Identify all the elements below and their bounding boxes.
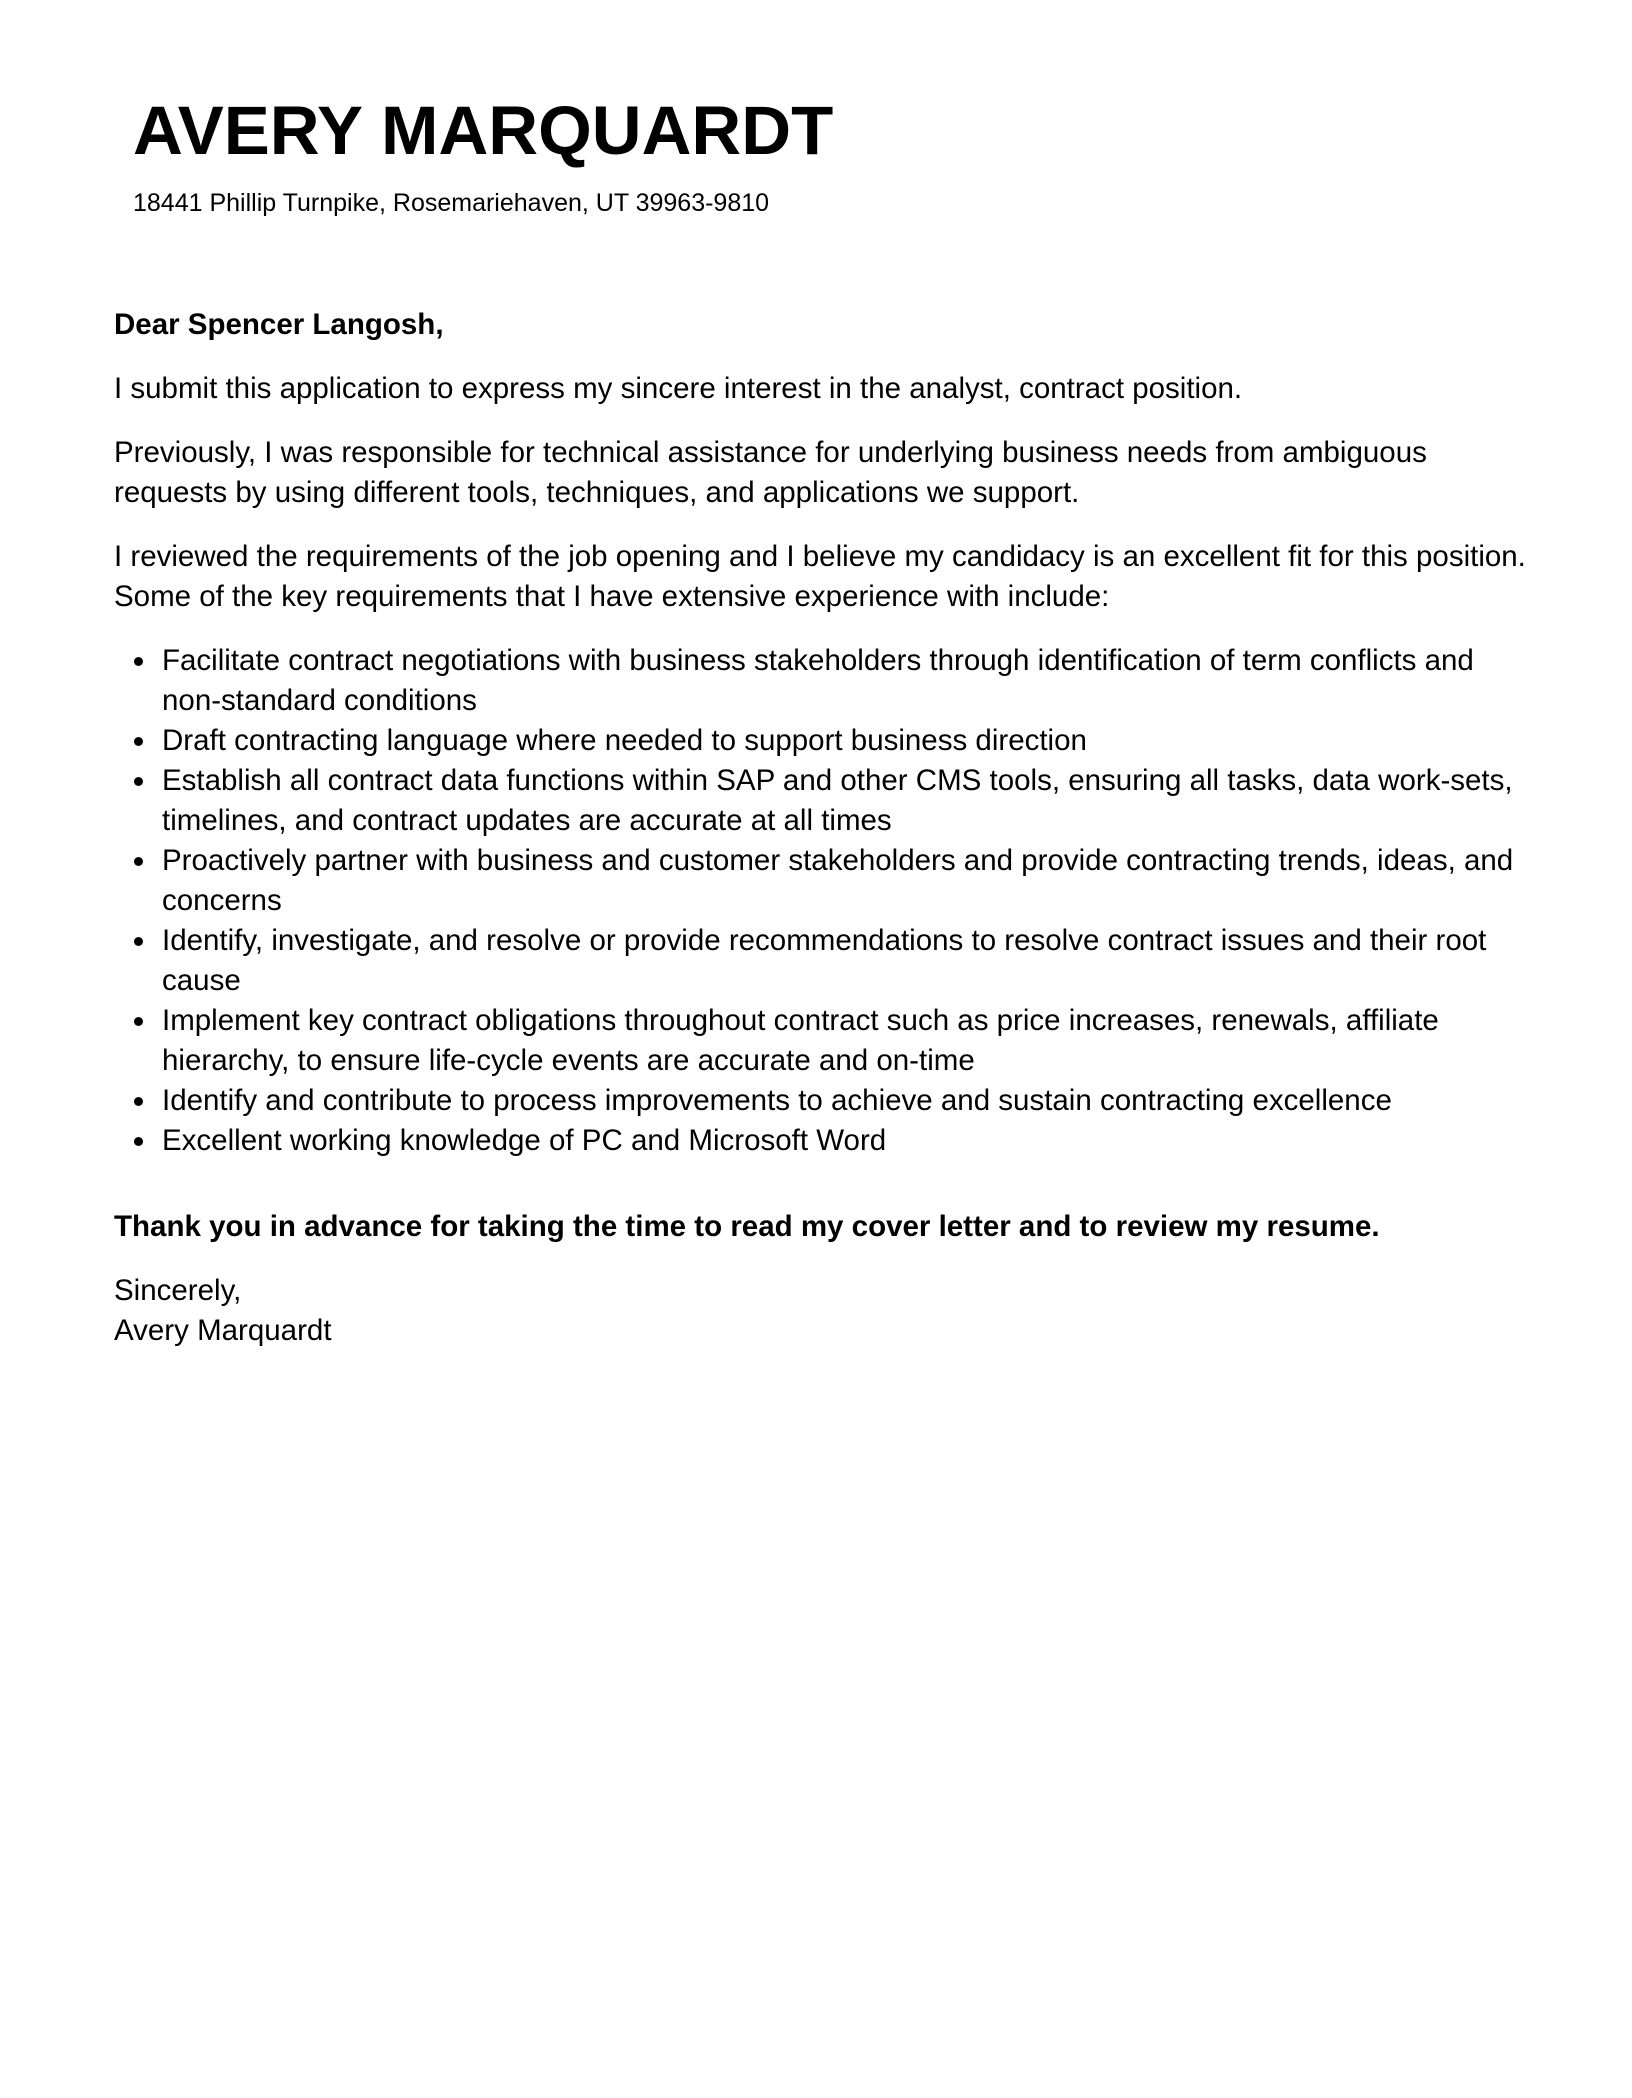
letter-body [114, 305, 1534, 1351]
list-item: Implement key contract obligations throughout contract such as price increases, renewals, affiliate hierarchy, to ensure life-cycle events are accurate and on-time [162, 1001, 1534, 1081]
thank-you-line: Thank you in advance for taking the time to read my cover letter and to review my resume. [114, 1210, 1380, 1243]
letter-header [133, 92, 1433, 218]
list-item: Identify, investigate, and resolve or provide recommendations to resolve contract issues and their root cause [162, 921, 1534, 1001]
list-item: Draft contracting language where needed to support business direction [162, 721, 1534, 761]
list-item: Proactively partner with business and customer stakeholders and provide contracting trends, ideas, and concerns [162, 841, 1534, 921]
list-item: Identify and contribute to process improvements to achieve and sustain contracting excellence [162, 1081, 1534, 1121]
intro-paragraph: I submit this application to express my sincere interest in the analyst, contract position. [114, 372, 1243, 405]
signature: Avery Marquardt [114, 1314, 332, 1347]
applicant-address: 18441 Phillip Turnpike, Rosemariehaven, UT 39963-9810 [133, 189, 770, 217]
closing-block [114, 1271, 1534, 1351]
list-item: Excellent working knowledge of PC and Microsoft Word [162, 1121, 1534, 1161]
requirements-intro-paragraph: I reviewed the requirements of the job opening and I believe my candidacy is an excellent fit for this position. Some of the key requirements that I have extensive experience with include: [114, 540, 1526, 613]
closing: Sincerely, [114, 1274, 242, 1307]
applicant-name: AVERY MARQUARDT [133, 92, 834, 169]
requirements-list [114, 641, 1534, 1161]
experience-paragraph: Previously, I was responsible for technical assistance for underlying business needs from ambiguous requests by using different tools, techniques, and applications we support. [114, 436, 1427, 509]
list-item: Establish all contract data functions within SAP and other CMS tools, ensuring all tasks, data work-sets, timelines, and contract updates are accurate at all times [162, 761, 1534, 841]
salutation: Dear Spencer Langosh, [114, 308, 444, 341]
list-item: Facilitate contract negotiations with business stakeholders through identification of term conflicts and non-standard conditions [162, 641, 1534, 721]
